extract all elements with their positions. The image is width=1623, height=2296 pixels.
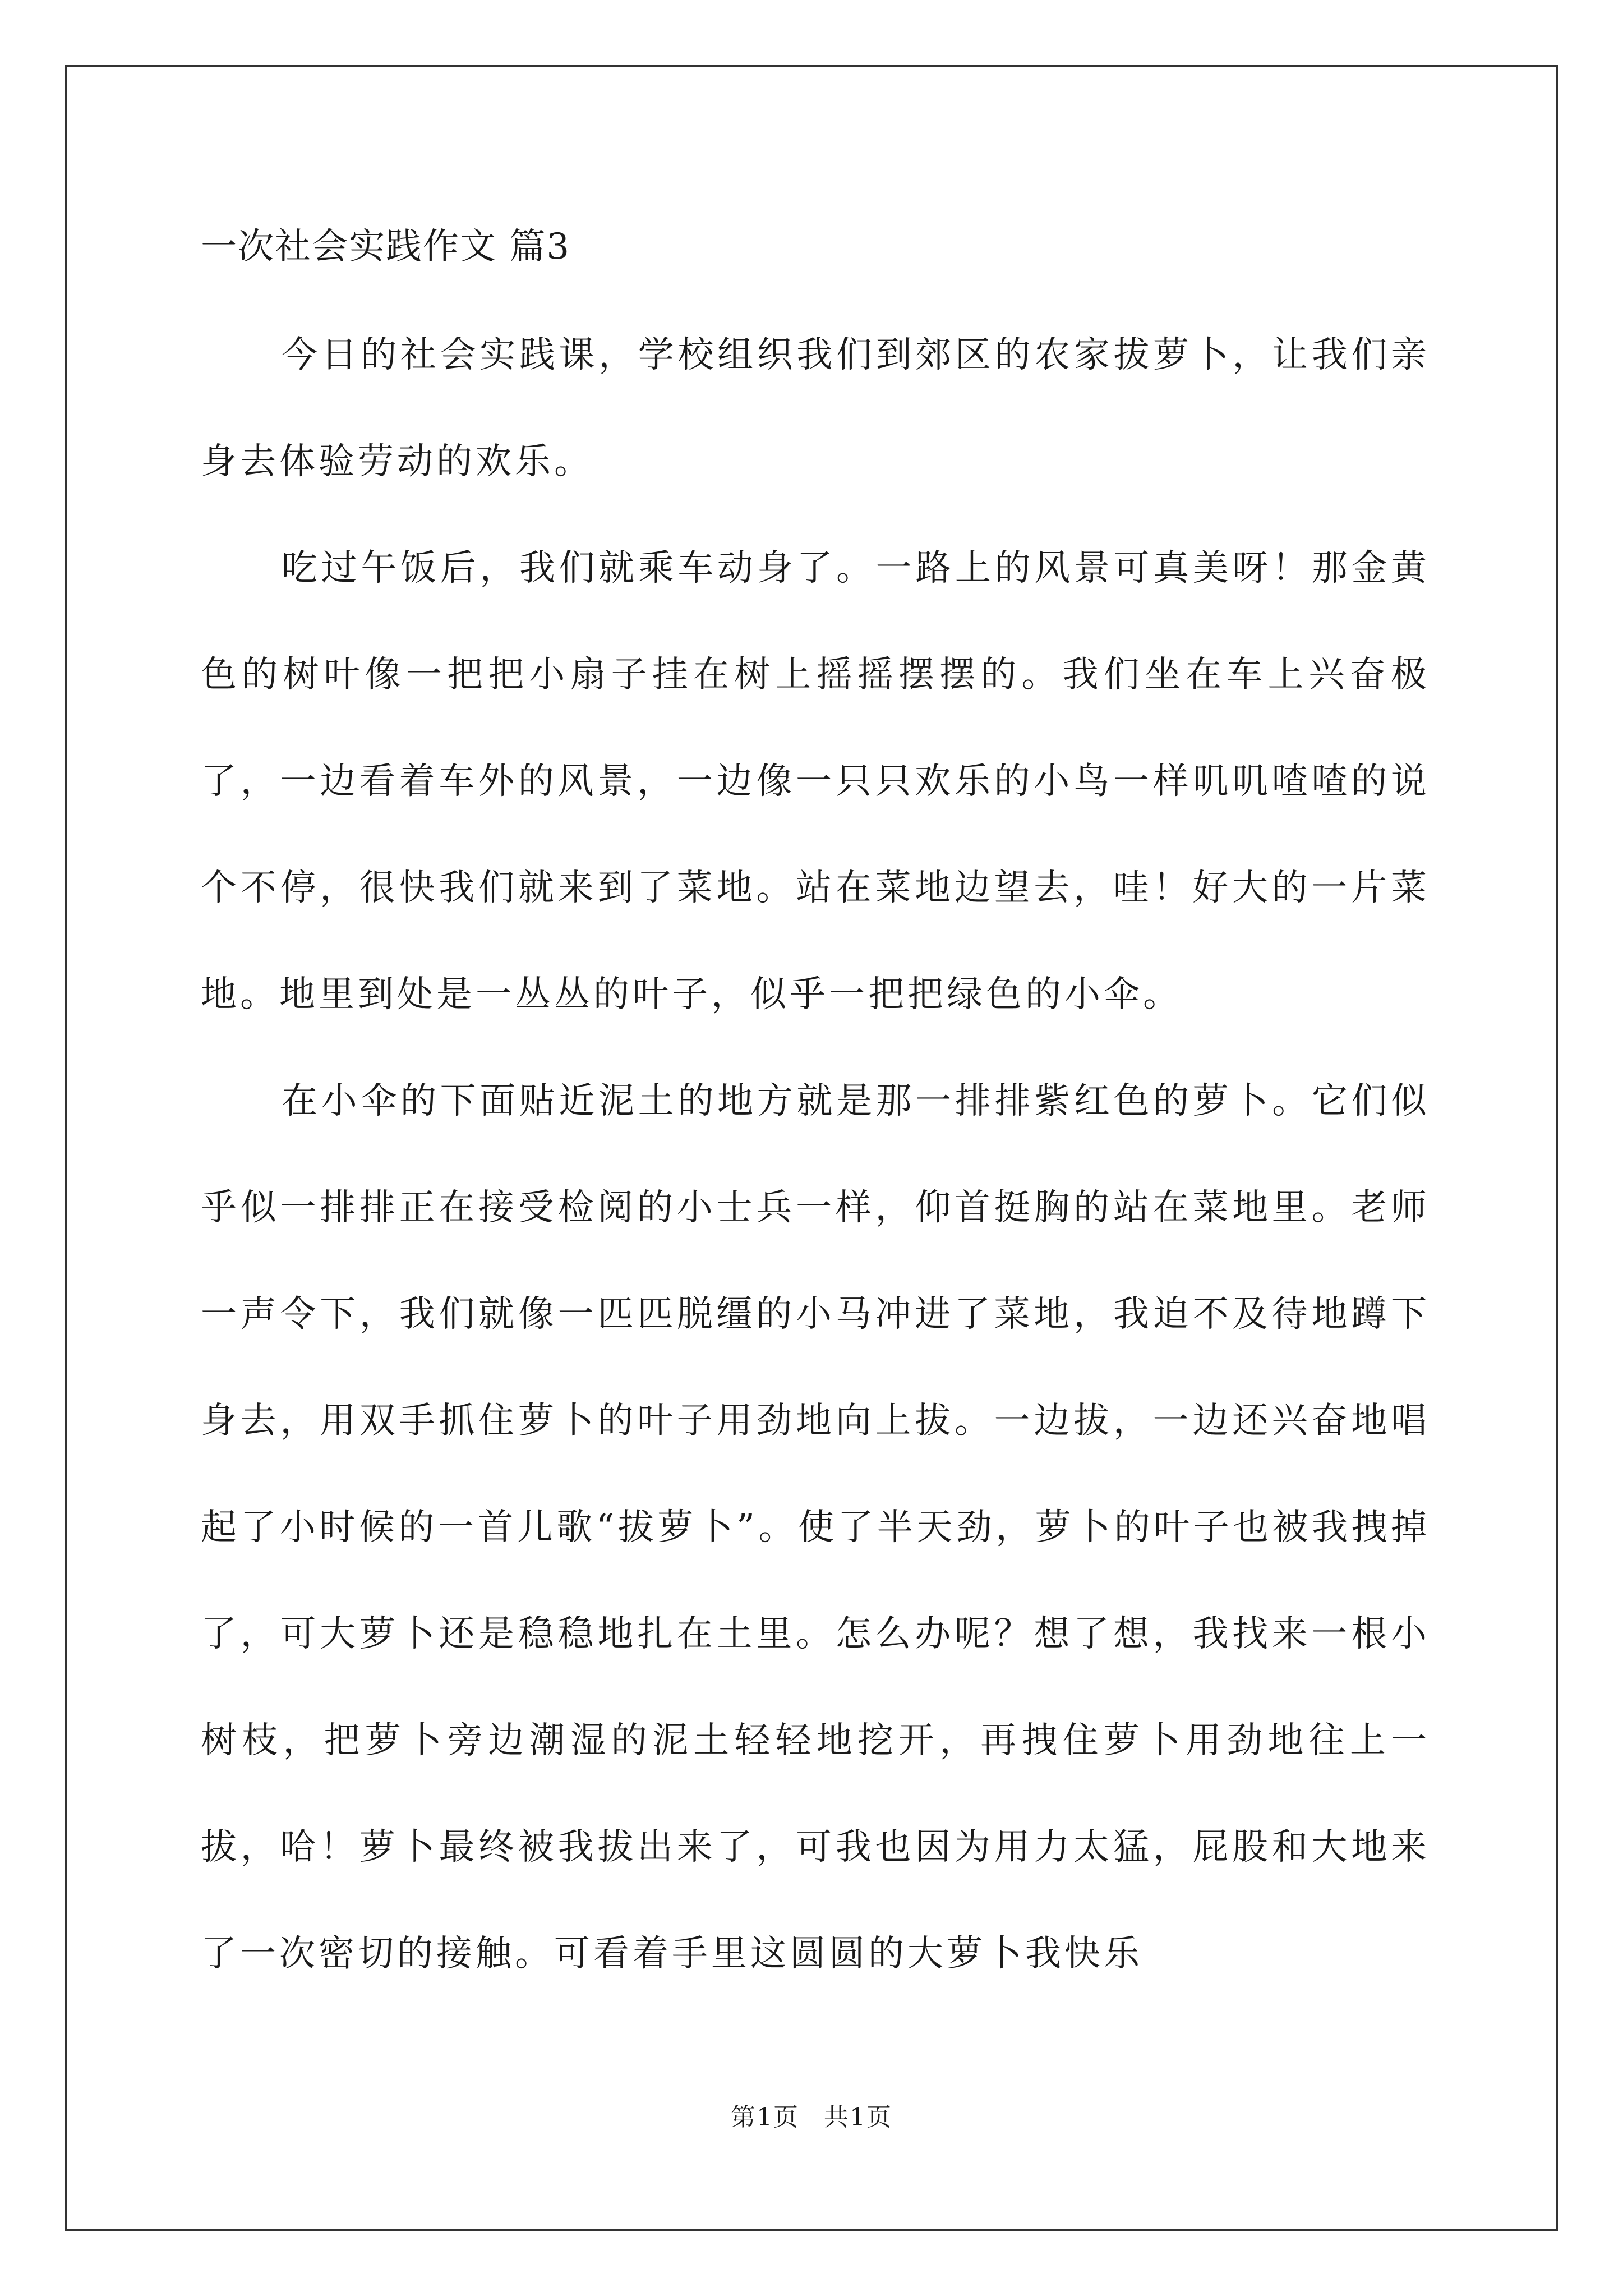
document-title: 一次社会实践作文 篇3 (201, 226, 571, 268)
document-body (201, 213, 1430, 2007)
paragraph-1: 今日的社会实践课，学校组织我们到郊区的农家拔萝卜，让我们亲身去体验劳动的欢乐。 (201, 334, 1430, 482)
page-number: 第1页 (731, 2103, 799, 2132)
paragraph-2: 吃过午饭后，我们就乘车动身了。一路上的风景可真美呀！那金黄色的树叶像一把把小扇子挂在树上摇摇摆摆的。我们坐在车上兴奋极了，一边看着车外的风景，一边像一只只欢乐的小鸟一样叽叽喳喳的说个不停，很快我们就来到了菜地。站在菜地边望去，哇！好大的一片菜地。地里到处是一丛丛的叶子，似乎一把把绿色的小伞。 (201, 547, 1430, 1015)
page-total: 共1页 (824, 2103, 892, 2132)
page-footer (0, 2097, 1623, 2133)
paragraph-3: 在小伞的下面贴近泥土的地方就是那一排排紫红色的萝卜。它们似乎似一排排正在接受检阅的小士兵一样，仰首挺胸的站在菜地里。老师一声令下，我们就像一匹匹脱缰的小马冲进了菜地，我迫不及待地蹲下身去，用双手抓住萝卜的叶子用劲地向上拔。一边拔，一边还兴奋地唱起了小时候的一首儿歌“拔萝卜”。使了半天劲，萝卜的叶子也被我拽掉了，可大萝卜还是稳稳地扎在土里。怎么办呢？想了想，我找来一根小树枝，把萝卜旁边潮湿的泥土轻轻地挖开，再拽住萝卜用劲地往上一拔，哈！萝卜最终被我拔出来了，可我也因为用力太猛，屁股和大地来了一次密切的接触。可看着手里这圆圆的大萝卜我快乐 (201, 1080, 1430, 1975)
